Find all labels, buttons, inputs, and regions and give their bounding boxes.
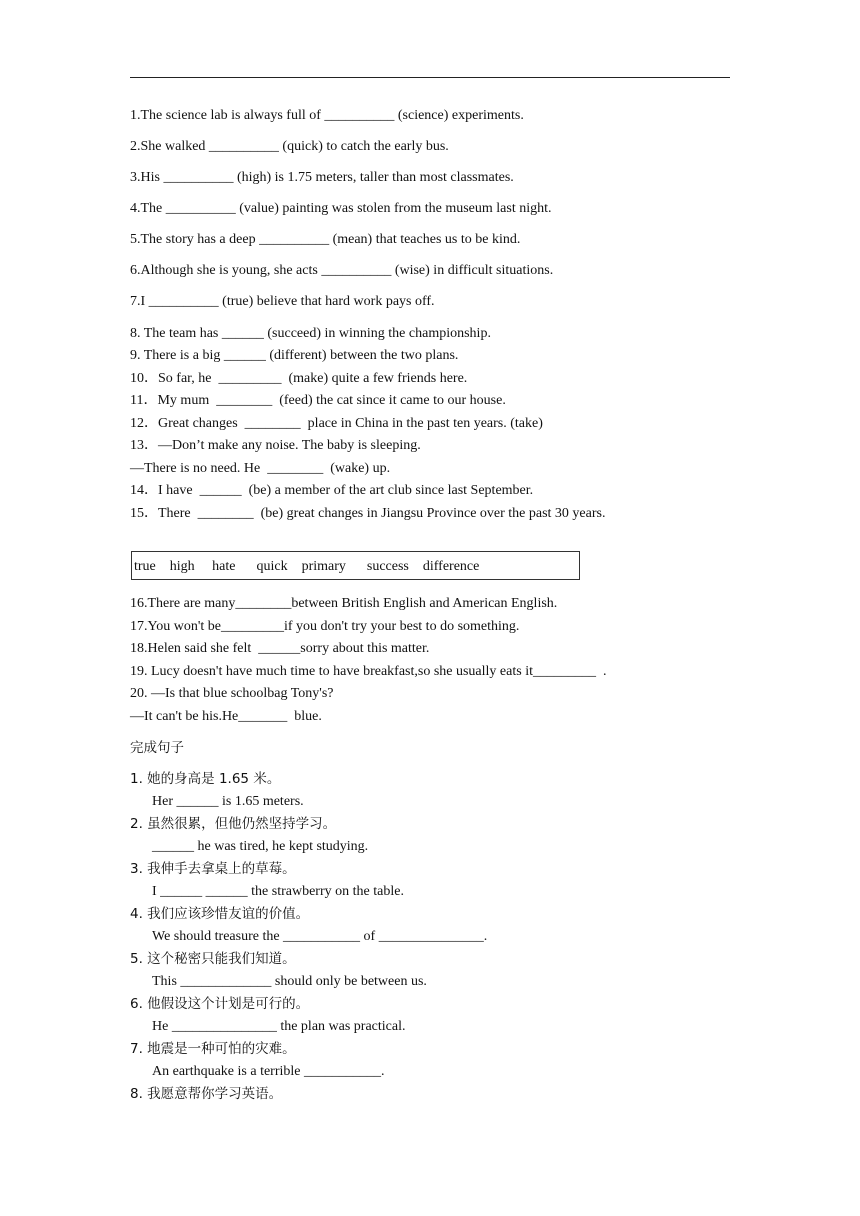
- question-9: 9. There is a big ______ (different) between the two plans.: [130, 348, 459, 363]
- question-11: 11．My mum ________ (feed) the cat since it came to our house.: [130, 393, 506, 408]
- question-7: 7.I __________ (true) believe that hard work pays off.: [130, 294, 435, 309]
- question-3: 3.His __________ (high) is 1.75 meters, taller than most classmates.: [130, 170, 514, 185]
- question-13: 13．—Don’t make any noise. The baby is sleeping.: [130, 438, 421, 453]
- sentence-7-cn: 7. 地震是一种可怕的灾难。: [130, 1041, 296, 1057]
- sentence-7-en: An earthquake is a terrible ___________.: [152, 1064, 385, 1079]
- question-1: 1.The science lab is always full of __________ (science) experiments.: [130, 108, 524, 123]
- sentence-5-cn: 5. 这个秘密只能我们知道。: [130, 951, 296, 967]
- sentence-6-cn: 6. 他假设这个计划是可行的。: [130, 996, 310, 1012]
- sentence-5-en: This _____________ should only be between us.: [152, 974, 427, 989]
- sentence-1-cn: 1. 她的身高是 1.65 米。: [130, 771, 281, 787]
- question-20: 20. —Is that blue schoolbag Tony's?: [130, 686, 334, 701]
- sentence-8-cn: 8. 我愿意帮你学习英语。: [130, 1086, 283, 1102]
- sentence-4-cn: 4. 我们应该珍惜友谊的价值。: [130, 906, 310, 922]
- question-12: 12．Great changes ________ place in China in the past ten years. (take): [130, 416, 543, 431]
- question-4: 4.The __________ (value) painting was stolen from the museum last night.: [130, 201, 552, 216]
- question-16: 16.There are many________between British English and American English.: [130, 596, 558, 611]
- sentence-6-en: He _______________ the plan was practical.: [152, 1019, 406, 1034]
- section-title: 完成句子: [130, 740, 184, 756]
- word-bank-box: true high hate quick primary success difference: [131, 551, 580, 580]
- question-18: 18.Helen said she felt ______sorry about this matter.: [130, 641, 430, 656]
- sentence-2-en: ______ he was tired, he kept studying.: [152, 839, 369, 854]
- question-17: 17.You won't be_________if you don't try your best to do something.: [130, 619, 520, 634]
- sentence-3-cn: 3. 我伸手去拿桌上的草莓。: [130, 861, 296, 877]
- question-13-reply: —There is no need. He ________ (wake) up.: [130, 461, 391, 476]
- sentence-4-en: We should treasure the ___________ of _______________.: [152, 929, 488, 944]
- question-20-reply: —It can't be his.He_______ blue.: [130, 709, 322, 724]
- question-19: 19. Lucy doesn't have much time to have breakfast,so she usually eats it_________ .: [130, 664, 607, 679]
- question-5: 5.The story has a deep __________ (mean) that teaches us to be kind.: [130, 232, 521, 247]
- question-6: 6.Although she is young, she acts __________ (wise) in difficult situations.: [130, 263, 554, 278]
- question-2: 2.She walked __________ (quick) to catch the early bus.: [130, 139, 449, 154]
- question-14: 14．I have ______ (be) a member of the art club since last September.: [130, 483, 534, 498]
- sentence-1-en: Her ______ is 1.65 meters.: [152, 794, 304, 809]
- header-rule: [130, 77, 730, 78]
- question-15: 15．There ________ (be) great changes in Jiangsu Province over the past 30 years.: [130, 506, 606, 521]
- sentence-3-en: I ______ ______ the strawberry on the table.: [152, 884, 404, 899]
- question-10: 10．So far, he _________ (make) quite a few friends here.: [130, 371, 468, 386]
- sentence-2-cn: 2. 虽然很累，但他仍然坚持学习。: [130, 816, 337, 832]
- question-8: 8. The team has ______ (succeed) in winning the championship.: [130, 326, 491, 341]
